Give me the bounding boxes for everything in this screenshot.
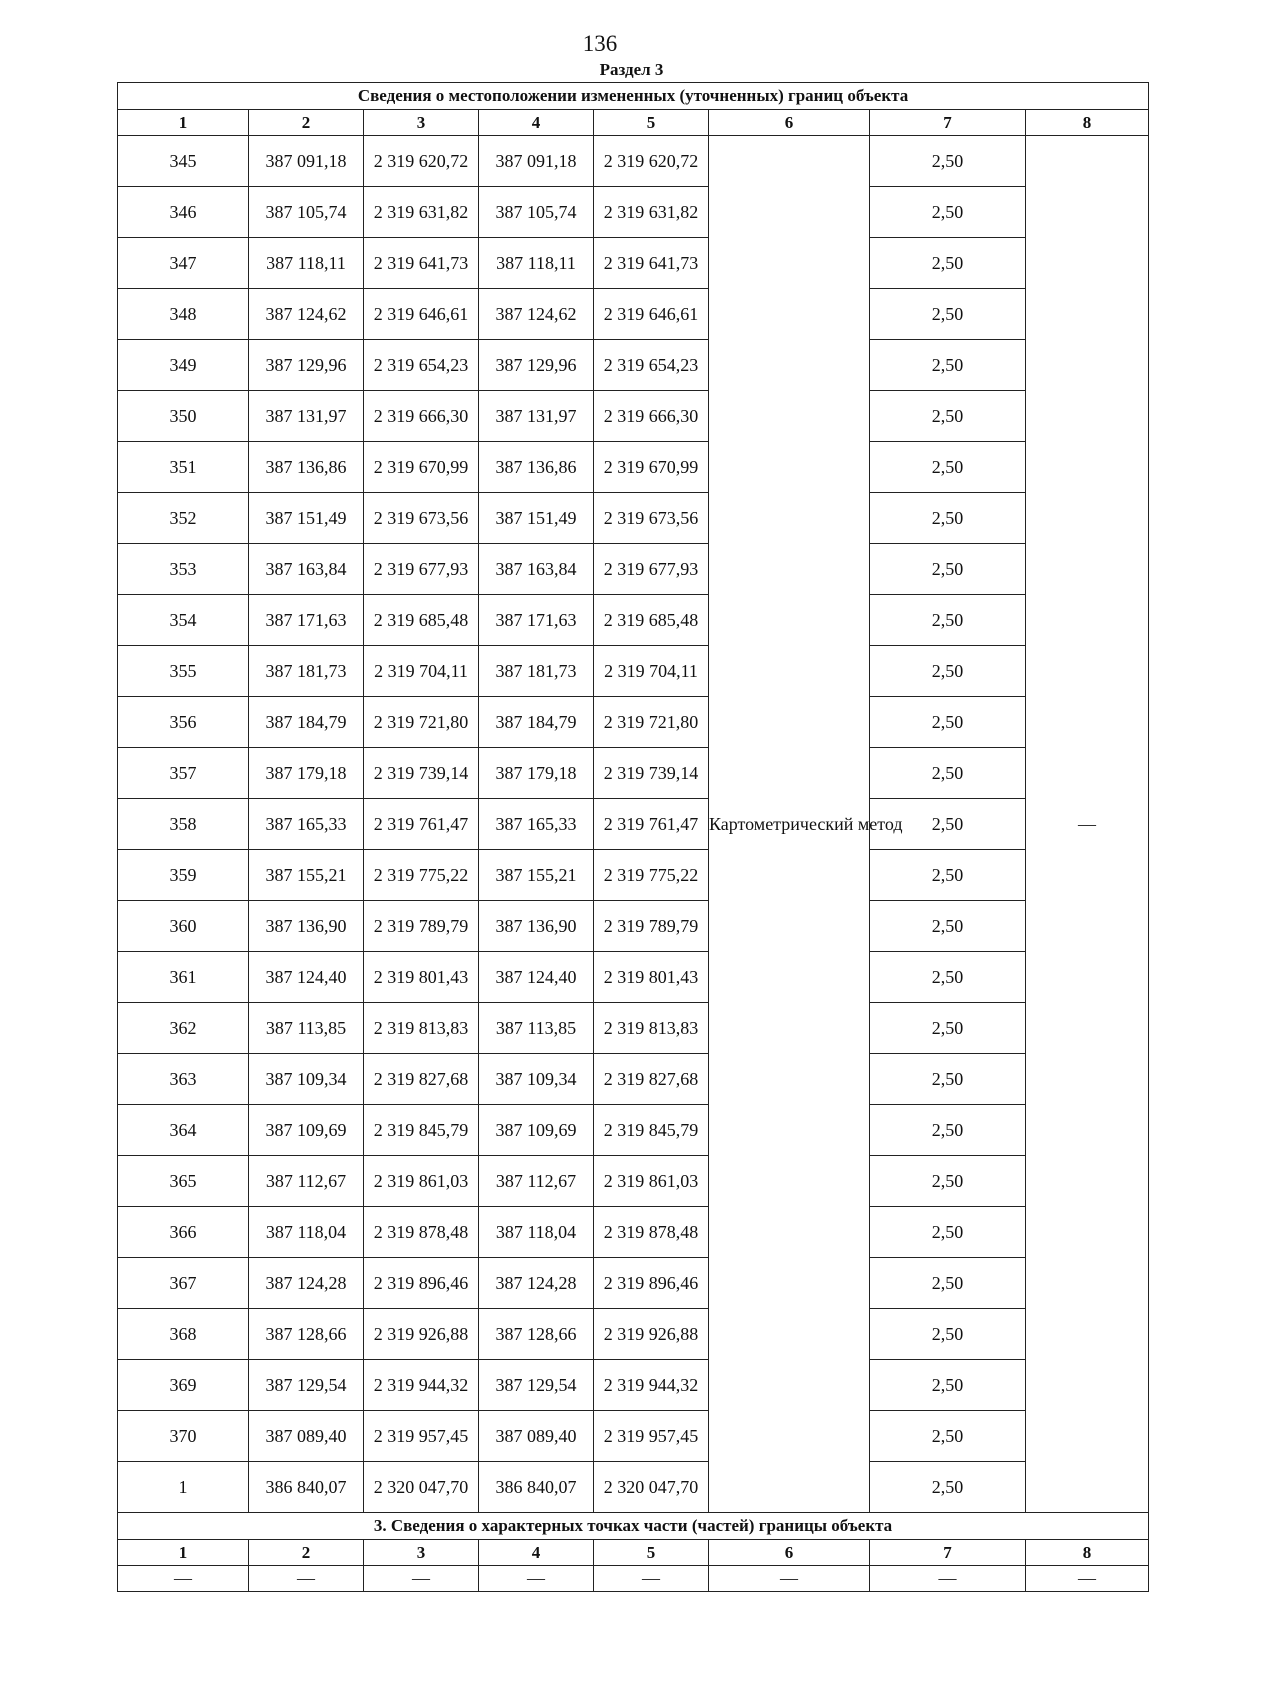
x-new-cell: 387 136,90	[479, 901, 594, 952]
x-old-cell: 387 181,73	[249, 646, 364, 697]
second-table-title-row	[118, 1513, 1149, 1540]
column-number: 4	[479, 110, 594, 136]
accuracy-cell: 2,50	[870, 1003, 1026, 1054]
table-row	[118, 493, 1149, 544]
accuracy-cell: 2,50	[870, 493, 1026, 544]
point-number-cell: 366	[118, 1207, 249, 1258]
y-old-cell: 2 319 620,72	[364, 136, 479, 187]
point-number-cell: 370	[118, 1411, 249, 1462]
point-number-cell: 363	[118, 1054, 249, 1105]
column-number: 4	[479, 1540, 594, 1566]
point-number-cell: 364	[118, 1105, 249, 1156]
x-new-cell: 387 151,49	[479, 493, 594, 544]
y-new-cell: 2 319 926,88	[594, 1309, 709, 1360]
x-old-cell: 387 109,34	[249, 1054, 364, 1105]
x-new-cell: 387 124,40	[479, 952, 594, 1003]
y-old-cell: 2 319 896,46	[364, 1258, 479, 1309]
point-number-cell: 360	[118, 901, 249, 952]
dash-cell: —	[709, 1566, 870, 1592]
x-new-cell: 387 089,40	[479, 1411, 594, 1462]
x-new-cell: 387 109,34	[479, 1054, 594, 1105]
point-number-cell: 351	[118, 442, 249, 493]
y-old-cell: 2 319 775,22	[364, 850, 479, 901]
table-title-row	[118, 83, 1149, 110]
accuracy-cell: 2,50	[870, 238, 1026, 289]
accuracy-cell: 2,50	[870, 1105, 1026, 1156]
y-old-cell: 2 319 926,88	[364, 1309, 479, 1360]
x-old-cell: 387 171,63	[249, 595, 364, 646]
boundary-points-table	[117, 82, 1149, 1592]
x-old-cell: 387 089,40	[249, 1411, 364, 1462]
x-new-cell: 387 113,85	[479, 1003, 594, 1054]
second-column-number-row	[118, 1540, 1149, 1566]
column-number: 1	[118, 1540, 249, 1566]
column-number: 5	[594, 110, 709, 136]
y-old-cell: 2 319 704,11	[364, 646, 479, 697]
point-number-cell: 356	[118, 697, 249, 748]
second-table-title: 3. Сведения о характерных точках части (частей) границы объекта	[118, 1513, 1149, 1540]
x-old-cell: 387 155,21	[249, 850, 364, 901]
y-old-cell: 2 319 673,56	[364, 493, 479, 544]
table-row	[118, 952, 1149, 1003]
y-new-cell: 2 319 631,82	[594, 187, 709, 238]
point-number-cell: 362	[118, 1003, 249, 1054]
column-number: 1	[118, 110, 249, 136]
point-number-cell: 349	[118, 340, 249, 391]
point-number-cell: 347	[118, 238, 249, 289]
accuracy-cell: 2,50	[870, 1258, 1026, 1309]
x-new-cell: 387 171,63	[479, 595, 594, 646]
accuracy-cell: 2,50	[870, 1207, 1026, 1258]
table-row	[118, 391, 1149, 442]
x-new-cell: 387 131,97	[479, 391, 594, 442]
x-old-cell: 387 129,54	[249, 1360, 364, 1411]
column-number: 6	[709, 1540, 870, 1566]
table-row	[118, 1258, 1149, 1309]
column-number: 2	[249, 1540, 364, 1566]
point-number-cell: 361	[118, 952, 249, 1003]
y-old-cell: 2 319 827,68	[364, 1054, 479, 1105]
method-cell: Картометрический метод	[709, 136, 870, 1513]
x-old-cell: 387 124,62	[249, 289, 364, 340]
x-old-cell: 387 136,90	[249, 901, 364, 952]
column-number: 8	[1026, 110, 1149, 136]
y-new-cell: 2 319 670,99	[594, 442, 709, 493]
y-old-cell: 2 319 845,79	[364, 1105, 479, 1156]
accuracy-cell: 2,50	[870, 442, 1026, 493]
table-row	[118, 1309, 1149, 1360]
column-number: 2	[249, 110, 364, 136]
y-old-cell: 2 319 677,93	[364, 544, 479, 595]
x-new-cell: 387 105,74	[479, 187, 594, 238]
table-row	[118, 595, 1149, 646]
accuracy-cell: 2,50	[870, 1309, 1026, 1360]
dash-cell: —	[479, 1566, 594, 1592]
x-old-cell: 387 124,40	[249, 952, 364, 1003]
point-number-cell: 355	[118, 646, 249, 697]
dash-cell: —	[364, 1566, 479, 1592]
column-number: 6	[709, 110, 870, 136]
y-new-cell: 2 319 677,93	[594, 544, 709, 595]
column-number: 7	[870, 1540, 1026, 1566]
table-row	[118, 1105, 1149, 1156]
x-new-cell: 387 165,33	[479, 799, 594, 850]
accuracy-cell: 2,50	[870, 136, 1026, 187]
table-row	[118, 1360, 1149, 1411]
y-new-cell: 2 319 704,11	[594, 646, 709, 697]
x-old-cell: 386 840,07	[249, 1462, 364, 1513]
y-new-cell: 2 319 666,30	[594, 391, 709, 442]
y-old-cell: 2 319 739,14	[364, 748, 479, 799]
table-row	[118, 799, 1149, 850]
x-new-cell: 387 118,04	[479, 1207, 594, 1258]
y-new-cell: 2 319 646,61	[594, 289, 709, 340]
y-old-cell: 2 319 670,99	[364, 442, 479, 493]
y-new-cell: 2 319 739,14	[594, 748, 709, 799]
accuracy-cell: 2,50	[870, 187, 1026, 238]
table-row	[118, 187, 1149, 238]
x-new-cell: 387 124,62	[479, 289, 594, 340]
point-number-cell: 348	[118, 289, 249, 340]
x-old-cell: 387 118,04	[249, 1207, 364, 1258]
table-row	[118, 442, 1149, 493]
point-number-cell: 352	[118, 493, 249, 544]
x-new-cell: 386 840,07	[479, 1462, 594, 1513]
accuracy-cell: 2,50	[870, 799, 1026, 850]
accuracy-cell: 2,50	[870, 289, 1026, 340]
y-old-cell: 2 319 813,83	[364, 1003, 479, 1054]
x-new-cell: 387 124,28	[479, 1258, 594, 1309]
accuracy-cell: 2,50	[870, 391, 1026, 442]
y-old-cell: 2 319 878,48	[364, 1207, 479, 1258]
point-number-cell: 358	[118, 799, 249, 850]
y-old-cell: 2 319 957,45	[364, 1411, 479, 1462]
accuracy-cell: 2,50	[870, 1462, 1026, 1513]
y-new-cell: 2 320 047,70	[594, 1462, 709, 1513]
y-old-cell: 2 319 666,30	[364, 391, 479, 442]
dash-cell: —	[1026, 1566, 1149, 1592]
accuracy-cell: 2,50	[870, 544, 1026, 595]
dash-cell: —	[249, 1566, 364, 1592]
column-8-cell: —	[1026, 136, 1149, 1513]
x-old-cell: 387 163,84	[249, 544, 364, 595]
y-old-cell: 2 319 861,03	[364, 1156, 479, 1207]
x-new-cell: 387 184,79	[479, 697, 594, 748]
x-old-cell: 387 124,28	[249, 1258, 364, 1309]
point-number-cell: 1	[118, 1462, 249, 1513]
table-row	[118, 646, 1149, 697]
column-number: 3	[364, 110, 479, 136]
x-new-cell: 387 155,21	[479, 850, 594, 901]
x-new-cell: 387 118,11	[479, 238, 594, 289]
column-number: 5	[594, 1540, 709, 1566]
x-old-cell: 387 105,74	[249, 187, 364, 238]
y-old-cell: 2 319 646,61	[364, 289, 479, 340]
y-new-cell: 2 319 673,56	[594, 493, 709, 544]
accuracy-cell: 2,50	[870, 952, 1026, 1003]
y-new-cell: 2 319 878,48	[594, 1207, 709, 1258]
y-new-cell: 2 319 957,45	[594, 1411, 709, 1462]
accuracy-cell: 2,50	[870, 697, 1026, 748]
y-old-cell: 2 319 685,48	[364, 595, 479, 646]
x-old-cell: 387 112,67	[249, 1156, 364, 1207]
point-number-cell: 350	[118, 391, 249, 442]
x-new-cell: 387 136,86	[479, 442, 594, 493]
x-old-cell: 387 109,69	[249, 1105, 364, 1156]
x-old-cell: 387 131,97	[249, 391, 364, 442]
y-new-cell: 2 319 761,47	[594, 799, 709, 850]
table-row	[118, 136, 1149, 187]
x-old-cell: 387 128,66	[249, 1309, 364, 1360]
point-number-cell: 365	[118, 1156, 249, 1207]
table-row	[118, 850, 1149, 901]
table-row	[118, 748, 1149, 799]
y-old-cell: 2 320 047,70	[364, 1462, 479, 1513]
y-old-cell: 2 319 631,82	[364, 187, 479, 238]
y-new-cell: 2 319 775,22	[594, 850, 709, 901]
column-number: 3	[364, 1540, 479, 1566]
x-old-cell: 387 129,96	[249, 340, 364, 391]
y-new-cell: 2 319 845,79	[594, 1105, 709, 1156]
y-new-cell: 2 319 721,80	[594, 697, 709, 748]
y-new-cell: 2 319 685,48	[594, 595, 709, 646]
column-number: 8	[1026, 1540, 1149, 1566]
point-number-cell: 369	[118, 1360, 249, 1411]
table-row	[118, 340, 1149, 391]
point-number-cell: 345	[118, 136, 249, 187]
table-row	[118, 289, 1149, 340]
accuracy-cell: 2,50	[870, 1411, 1026, 1462]
y-old-cell: 2 319 721,80	[364, 697, 479, 748]
table-row	[118, 697, 1149, 748]
y-new-cell: 2 319 801,43	[594, 952, 709, 1003]
dash-cell: —	[870, 1566, 1026, 1592]
table-row	[118, 1462, 1149, 1513]
accuracy-cell: 2,50	[870, 901, 1026, 952]
accuracy-cell: 2,50	[870, 595, 1026, 646]
y-old-cell: 2 319 789,79	[364, 901, 479, 952]
point-number-cell: 367	[118, 1258, 249, 1309]
x-new-cell: 387 112,67	[479, 1156, 594, 1207]
x-old-cell: 387 113,85	[249, 1003, 364, 1054]
y-old-cell: 2 319 641,73	[364, 238, 479, 289]
y-new-cell: 2 319 620,72	[594, 136, 709, 187]
table-row	[118, 1207, 1149, 1258]
x-new-cell: 387 091,18	[479, 136, 594, 187]
accuracy-cell: 2,50	[870, 850, 1026, 901]
x-old-cell: 387 184,79	[249, 697, 364, 748]
x-new-cell: 387 109,69	[479, 1105, 594, 1156]
table-row	[118, 1156, 1149, 1207]
accuracy-cell: 2,50	[870, 748, 1026, 799]
accuracy-cell: 2,50	[870, 646, 1026, 697]
accuracy-cell: 2,50	[870, 1054, 1026, 1105]
table-row	[118, 1003, 1149, 1054]
point-number-cell: 357	[118, 748, 249, 799]
point-number-cell: 353	[118, 544, 249, 595]
y-new-cell: 2 319 789,79	[594, 901, 709, 952]
column-number: 7	[870, 110, 1026, 136]
x-old-cell: 387 151,49	[249, 493, 364, 544]
point-number-cell: 359	[118, 850, 249, 901]
y-old-cell: 2 319 761,47	[364, 799, 479, 850]
x-new-cell: 387 163,84	[479, 544, 594, 595]
section-label: Раздел 3	[599, 60, 664, 79]
accuracy-cell: 2,50	[870, 1156, 1026, 1207]
y-old-cell: 2 319 654,23	[364, 340, 479, 391]
table-row	[118, 238, 1149, 289]
y-old-cell: 2 319 944,32	[364, 1360, 479, 1411]
x-old-cell: 387 136,86	[249, 442, 364, 493]
x-new-cell: 387 129,54	[479, 1360, 594, 1411]
x-old-cell: 387 165,33	[249, 799, 364, 850]
accuracy-cell: 2,50	[870, 1360, 1026, 1411]
point-number-cell: 354	[118, 595, 249, 646]
table-row	[118, 544, 1149, 595]
y-new-cell: 2 319 654,23	[594, 340, 709, 391]
dash-cell: —	[118, 1566, 249, 1592]
dash-cell: —	[594, 1566, 709, 1592]
table-row	[118, 1054, 1149, 1105]
y-old-cell: 2 319 801,43	[364, 952, 479, 1003]
x-old-cell: 387 118,11	[249, 238, 364, 289]
x-old-cell: 387 091,18	[249, 136, 364, 187]
table-row	[118, 901, 1149, 952]
x-new-cell: 387 179,18	[479, 748, 594, 799]
accuracy-cell: 2,50	[870, 340, 1026, 391]
table-title: Сведения о местоположении измененных (уточненных) границ объекта	[118, 83, 1149, 110]
x-new-cell: 387 181,73	[479, 646, 594, 697]
x-new-cell: 387 128,66	[479, 1309, 594, 1360]
point-number-cell: 346	[118, 187, 249, 238]
page-number: 136	[582, 31, 618, 56]
x-old-cell: 387 179,18	[249, 748, 364, 799]
x-new-cell: 387 129,96	[479, 340, 594, 391]
column-number-row	[118, 110, 1149, 136]
y-new-cell: 2 319 641,73	[594, 238, 709, 289]
y-new-cell: 2 319 813,83	[594, 1003, 709, 1054]
y-new-cell: 2 319 827,68	[594, 1054, 709, 1105]
y-new-cell: 2 319 944,32	[594, 1360, 709, 1411]
second-table-row	[118, 1566, 1149, 1592]
table-row	[118, 1411, 1149, 1462]
y-new-cell: 2 319 861,03	[594, 1156, 709, 1207]
point-number-cell: 368	[118, 1309, 249, 1360]
y-new-cell: 2 319 896,46	[594, 1258, 709, 1309]
